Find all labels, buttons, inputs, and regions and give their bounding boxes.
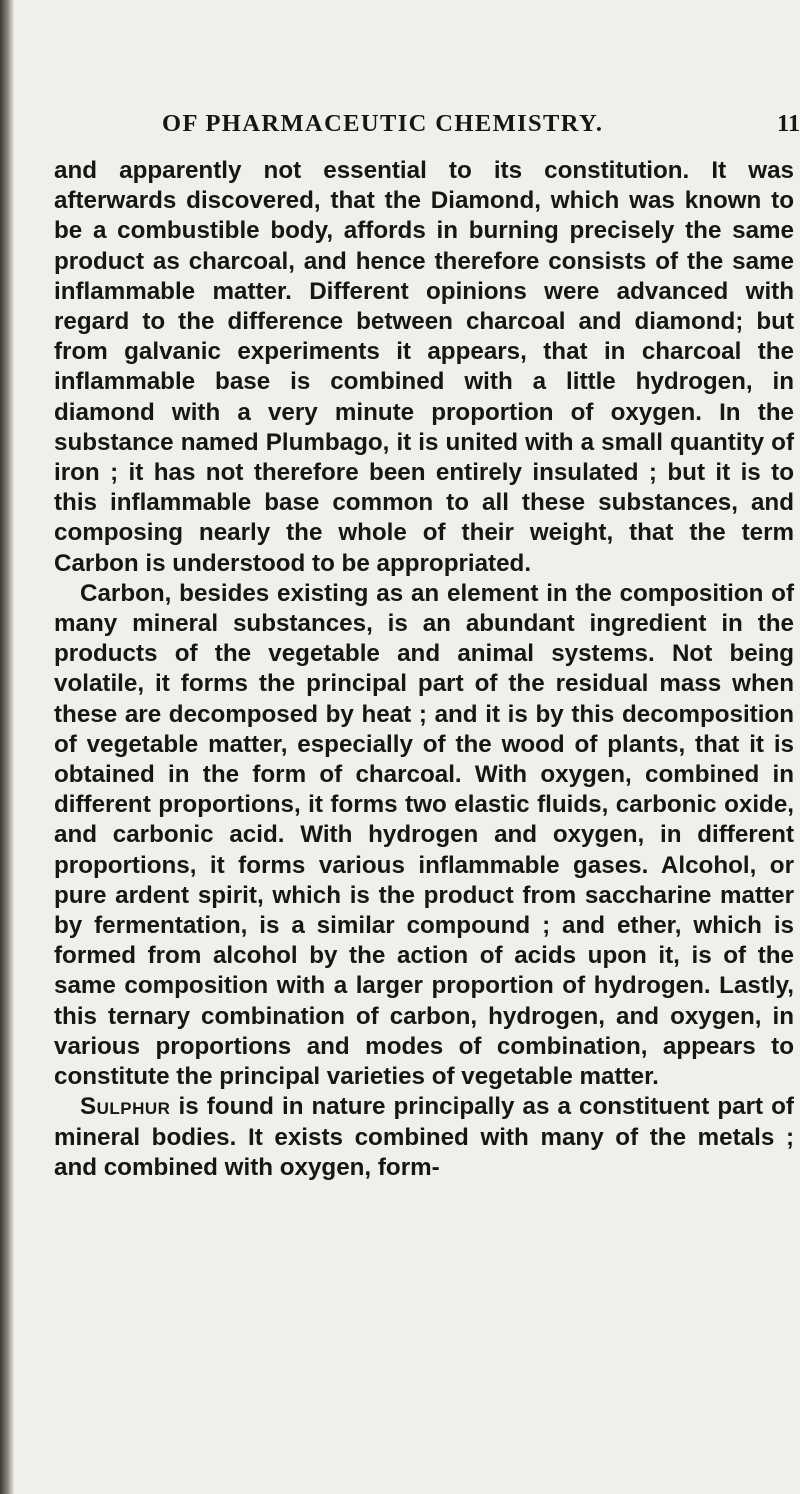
paragraph-text: is found in nature principally as a constituent part of mineral bodies. It exists combined with many of the metals ; and combined with oxygen, form- [54,1093,794,1181]
running-header [22,108,798,148]
body-text [54,156,794,1183]
section-lead-term: Sulphur [80,1093,171,1121]
page-number: 11 [777,110,800,137]
header-title: OF PHARMACEUTIC CHEMISTRY. [162,110,604,137]
paragraph: Carbon, besides existing as an element in the composition of many mineral substances, is an abundant ingredient in the products of the vegetable and animal systems. Not being volatile, it forms the principal part of the residual mass when these are decomposed by heat ; and it is by this decomposition of vegetable matter, especially of the wood of plants, that it is obtained in the form of charcoal. With oxygen, combined in different proportions, it forms two elastic fluids, carbonic oxide, and carbonic acid. With hydrogen and oxygen, in different proportions, it forms various inflammable gases. Alcohol, or pure ardent spirit, which is the product from saccharine matter by fermentation, is a similar compound ; and ether, which is formed from alcohol by the action of acids upon it, is of the same composition with a larger proportion of hydrogen. Lastly, this ternary combination of carbon, hydrogen, and oxygen, in various proportions and modes of combination, appears to constitute the principal varieties of vegetable matter. [54,579,794,1091]
paragraph: and apparently not essential to its constitution. It was afterwards discovered, that the Diamond, which was known to be a combustible body, affords in burning precisely the same product as charcoal, and hence therefore consists of the same inflammable matter. Different opinions were advanced with regard to the difference between charcoal and diamond; but from galvanic experiments it appears, that in charcoal the inflammable base is combined with a little hydrogen, in diamond with a very minute proportion of oxygen. In the substance named Plumbago, it is united with a small quantity of iron ; it has not therefore been entirely insulated ; but it is to this inflammable base common to all these substances, and composing nearly the whole of their weight, that the term Carbon is understood to be appropriated. [54,157,794,577]
paragraph [54,1092,794,1183]
book-page [22,0,798,1494]
book-binding-edge [0,0,14,1494]
